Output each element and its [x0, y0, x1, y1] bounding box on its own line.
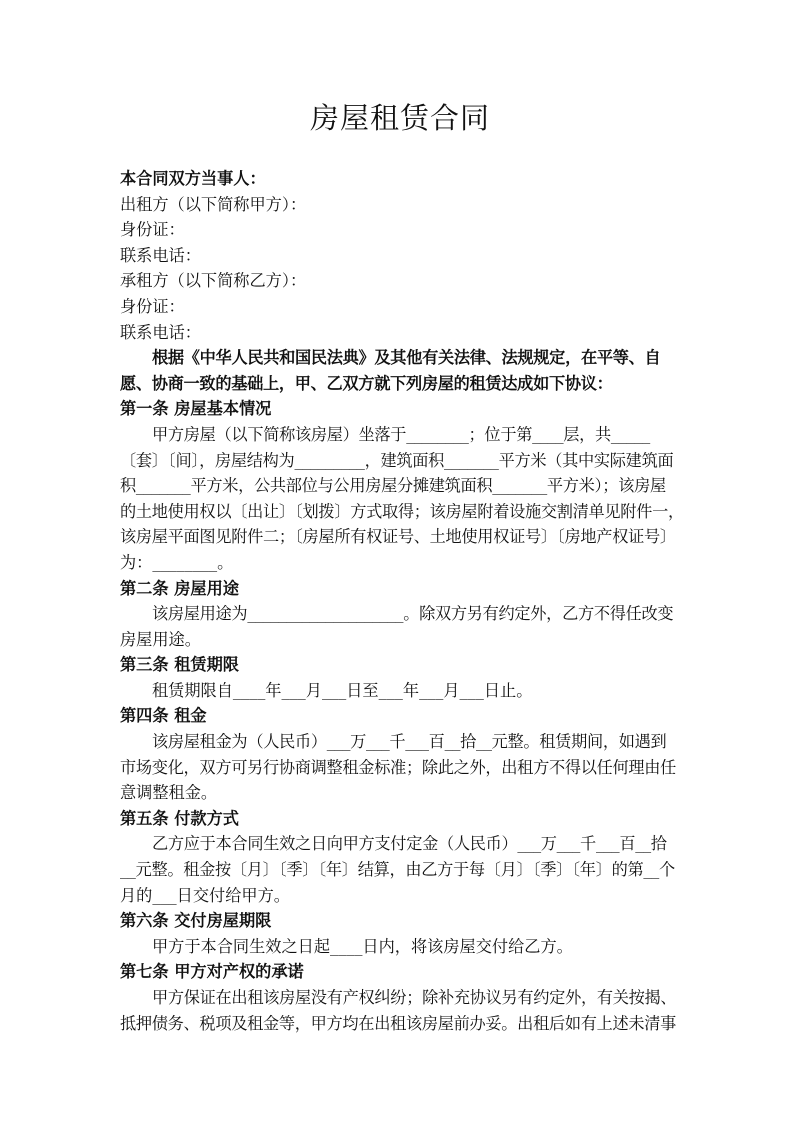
- lessor-id-line: 身份证：: [120, 220, 185, 240]
- document-body: [120, 166, 688, 1036]
- preamble-line: 愿、协商一致的基础上，甲、乙双方就下列房屋的租赁达成如下协议：: [120, 373, 613, 393]
- article-text-line: 甲方于本合同生效之日起____日内，将该房屋交付给乙方。: [152, 936, 573, 956]
- article-text-line: 的土地使用权以〔出让〕〔划拨〕方式取得；该房屋附着设施交割清单见附件一，: [120, 501, 684, 521]
- lessee-line: 承租方（以下简称乙方）：: [120, 271, 307, 291]
- article-text-line: 为：________。: [120, 552, 234, 572]
- article-heading: 第六条 交付房屋期限: [120, 911, 272, 931]
- article-text-line: 甲方保证在出租该房屋没有产权纠纷；除补充协议另有约定外，有关按揭、: [152, 988, 677, 1007]
- article-text-line: __元整。租金按〔月〕〔季〕〔年〕结算，由乙方于每〔月〕〔季〕〔年〕的第__个: [120, 860, 675, 880]
- article-text-line: 该房屋平面图见附件二；〔房屋所有权证号、土地使用权证号〕〔房地产权证号〕: [120, 527, 676, 547]
- lessee-id-line: 身份证：: [120, 296, 185, 316]
- parties-heading: 本合同双方当事人：: [120, 169, 266, 188]
- article-heading: 第一条 房屋基本情况: [120, 399, 272, 419]
- article-text-line: 积_______平方米，公共部位与公用房屋分摊建筑面积_______平方米）；该房屋: [120, 476, 666, 496]
- article-heading: 第七条 甲方对产权的承诺: [120, 962, 304, 982]
- lessor-line: 出租方（以下简称甲方）：: [120, 194, 307, 214]
- preamble-line: 根据《中华人民共和国民法典》及其他有关法律、法规规定，在平等、自: [152, 348, 661, 368]
- article-text-line: 月的___日交付给甲方。: [120, 885, 290, 905]
- article-heading: 第三条 租赁期限: [120, 655, 239, 675]
- article-text-line: 该房屋租金为（人民币）___万___千___百__拾__元整。租赁期间，如遇到: [152, 732, 667, 752]
- document-title: 房屋租赁合同: [309, 101, 490, 135]
- article-text-line: 意调整租金。: [120, 783, 218, 803]
- article-text-line: 租赁期限自____年___月___日至___年___月___日止。: [152, 680, 533, 700]
- article-text-line: 甲方房屋（以下简称该房屋）坐落于________；位于第____层，共_____: [152, 424, 650, 444]
- article-heading: 第五条 付款方式: [120, 808, 239, 828]
- article-heading: 第四条 租金: [120, 706, 207, 726]
- article-text-line: 市场变化，双方可另行协商调整租金标准；除此之外，出租方不得以任何理由任: [120, 757, 677, 777]
- article-text-line: 〔套〕〔间〕，房屋结构为_________，建筑面积_______平方米（其中实际建筑面: [120, 450, 674, 470]
- article-text-line: 该房屋用途为____________________。除双方另有约定外，乙方不得任改变: [152, 604, 674, 624]
- article-heading: 第二条 房屋用途: [120, 578, 239, 598]
- article-text-line: 乙方应于本合同生效之日向甲方支付定金（人民币）___万___千___百__拾: [152, 834, 667, 854]
- lessee-phone-line: 联系电话：: [120, 322, 201, 342]
- lessor-phone-line: 联系电话：: [120, 245, 201, 265]
- article-text-line: 抵押债务、税项及租金等，甲方均在出租该房屋前办妥。出租后如有上述未清事: [120, 1013, 677, 1033]
- article-text-line: 房屋用途。: [120, 629, 201, 649]
